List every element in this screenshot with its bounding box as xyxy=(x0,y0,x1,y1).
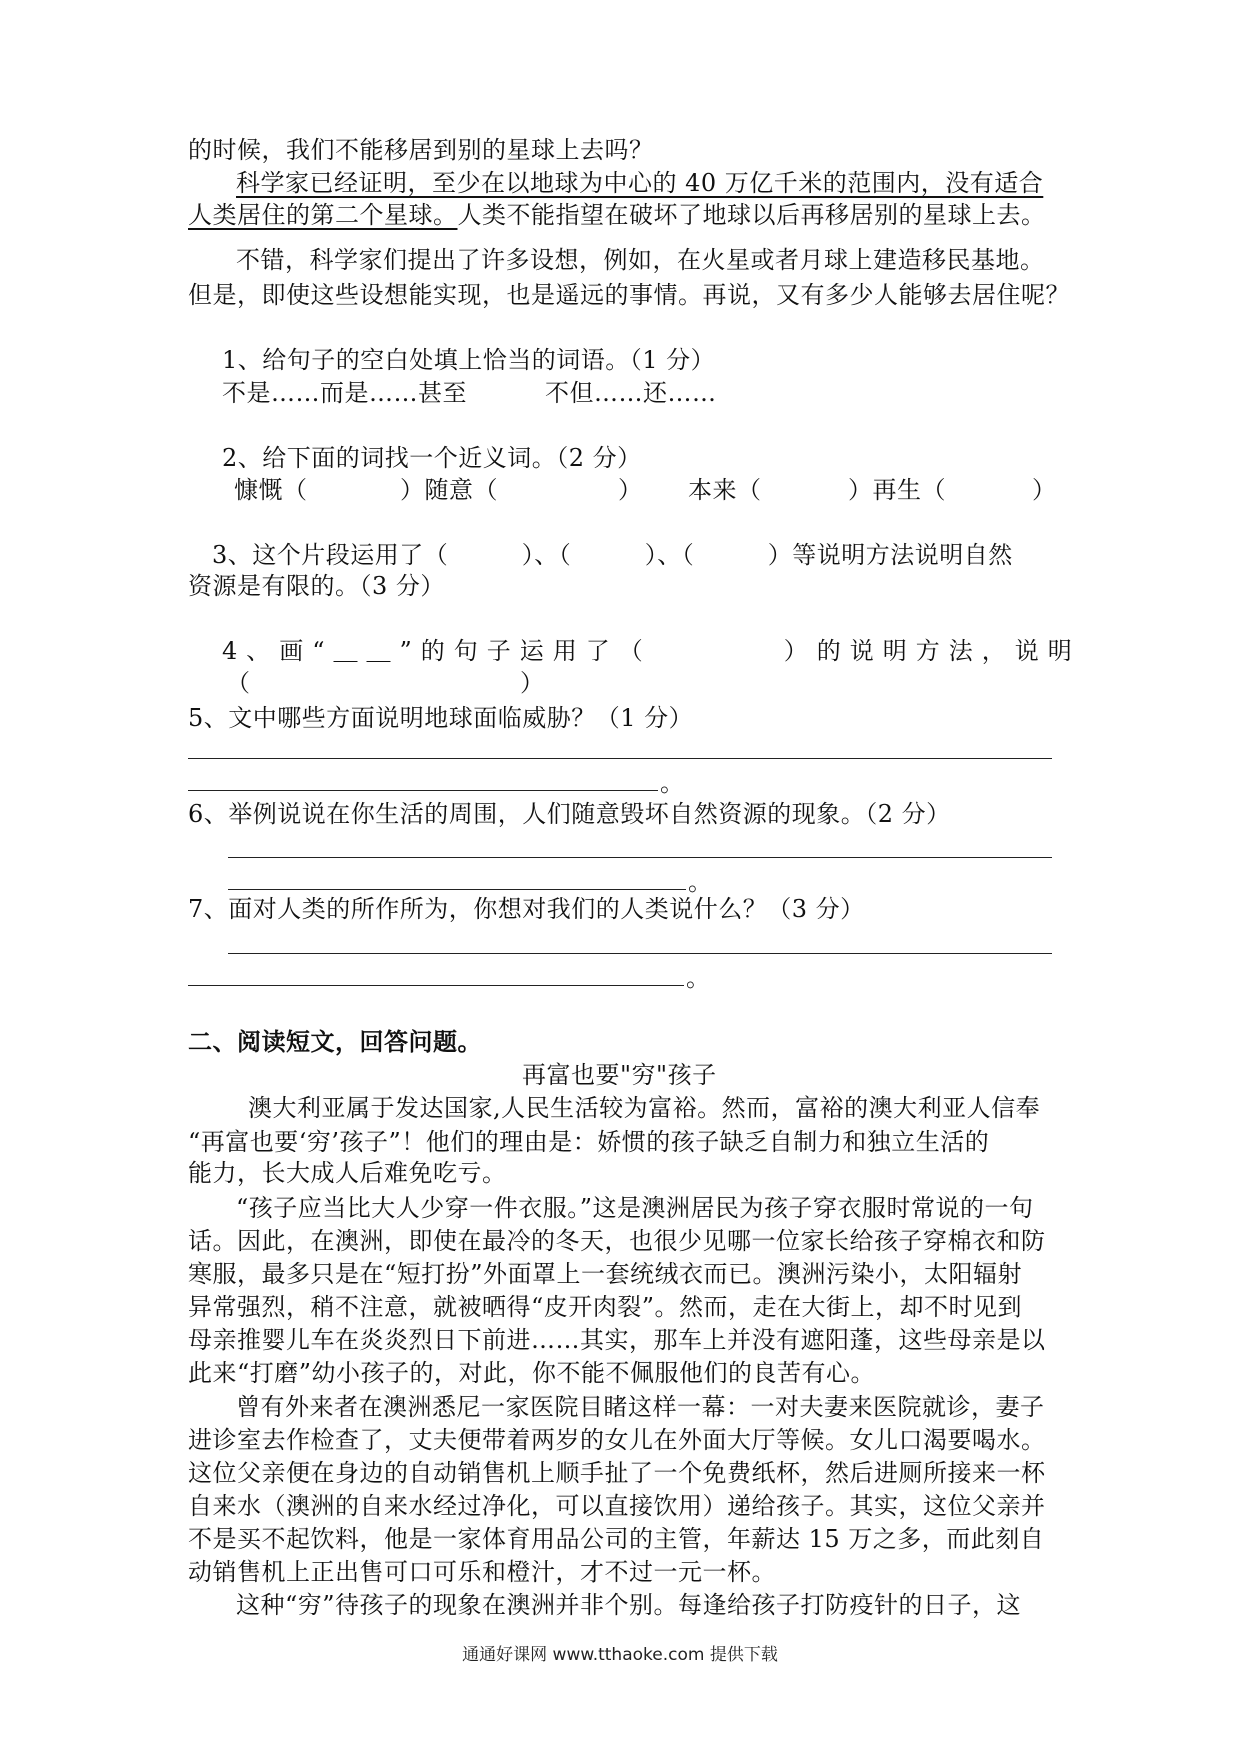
question-1-option-a: 不是……而是……甚至 xyxy=(222,379,467,407)
question-4-line-1: 4、画“＿＿”的句子运用了（ ）的说明方法，说明 xyxy=(222,637,1081,665)
q2-word-2-close: ） xyxy=(618,476,643,504)
article-line: 曾有外来者在澳洲悉尼一家医院目睹这样一幕：一对夫妻来医院就诊，妻子 xyxy=(236,1393,1045,1421)
article-line: 母亲推婴儿车在炎炎烈日下前进……其实，那车上并没有遮阳蓬，这些母亲是以 xyxy=(188,1326,1046,1354)
article-line: 自来水（澳洲的自来水经过净化，可以直接饮用）递给孩子。其实，这位父亲并 xyxy=(188,1492,1046,1520)
period-mark: 。 xyxy=(686,964,710,992)
answer-line xyxy=(228,857,1052,858)
underlined-sentence-part-2: 人类居住的第二个星球。 xyxy=(188,201,458,229)
answer-line xyxy=(228,953,1052,954)
question-1: 1、给句子的空白处填上恰当的词语。（1 分） xyxy=(222,346,716,374)
passage-line-5: 但是，即使这些设想能实现，也是遥远的事情。再说，又有多少人能够去居住呢？ xyxy=(188,281,1070,309)
question-7: 7、面对人类的所作所为，你想对我们的人类说什么？（3 分） xyxy=(188,895,865,923)
question-5: 5、文中哪些方面说明地球面临威胁？（1 分） xyxy=(188,704,694,732)
passage-line-1: 的时候，我们不能移居到别的星球上去吗？ xyxy=(188,136,654,164)
question-4-line-2: （ ） xyxy=(226,669,545,697)
article-line: 进诊室去作检查了，丈夫便带着两岁的女儿在外面大厅等候。女儿口渴要喝水。 xyxy=(188,1426,1046,1454)
question-2: 2、给下面的词找一个近义词。（2 分） xyxy=(222,444,642,472)
page-footer: 通通好课网 www.tthaoke.com 提供下载 xyxy=(462,1645,778,1665)
article-line: 不是买不起饮料，他是一家体育用品公司的主管，年薪达 15 万之多，而此刻自 xyxy=(188,1525,1045,1553)
answer-line xyxy=(188,985,684,986)
question-3-line-2: 资源是有限的。（3 分） xyxy=(188,572,445,600)
q2-word-1: 慷慨（ xyxy=(234,476,308,504)
passage-line-3: 人类居住的第二个星球。人类不能指望在破坏了地球以后再移居别的星球上去。 xyxy=(188,201,1046,229)
article-line: 话。因此，在澳洲，即使在最冷的冬天，也很少见哪一位家长给孩子穿棉衣和防 xyxy=(188,1227,1046,1255)
article-line: 寒服，最多只是在“短打扮”外面罩上一套统绒衣而已。澳洲污染小，太阳辐射 xyxy=(188,1260,1023,1288)
q2-word-2: ）随意（ xyxy=(400,476,498,504)
article-line: 这位父亲便在身边的自动销售机上顺手扯了一个免费纸杯，然后进厕所接来一杯 xyxy=(188,1459,1046,1487)
article-line: 澳大利亚属于发达国家,人民生活较为富裕。然而，富裕的澳大利亚人信奉 xyxy=(248,1094,1041,1122)
question-3-line-1: 3、这个片段运用了（ ）、（ ）、（ ）等说明方法说明自然 xyxy=(212,541,1013,569)
answer-line xyxy=(228,889,686,890)
article-line: “再富也要‘穷’孩子”！他们的理由是：娇惯的孩子缺乏自制力和独立生活的 xyxy=(188,1128,990,1156)
answer-line xyxy=(188,790,658,791)
article-line: 这种“穷”待孩子的现象在澳洲并非个别。每逢给孩子打防疫针的日子，这 xyxy=(236,1591,1022,1619)
article-line: “孩子应当比大人少穿一件衣服。”这是澳洲居民为孩子穿衣服时常说的一句 xyxy=(236,1194,1034,1222)
article-title: 再富也要"穷"孩子 xyxy=(522,1061,717,1089)
q2-word-4-close: ） xyxy=(1032,476,1057,504)
underlined-sentence-part-1: 科学家已经证明，至少在以地球为中心的 40 万亿千米的范围内，没有适合 xyxy=(236,169,1044,197)
question-6: 6、举例说说在你生活的周围，人们随意毁坏自然资源的现象。（2 分） xyxy=(188,800,951,828)
article-line: 能力，长大成人后难免吃亏。 xyxy=(188,1159,507,1187)
section-2-heading: 二、阅读短文，回答问题。 xyxy=(188,1027,482,1056)
passage-line-2-underlined xyxy=(236,168,1043,198)
article-line: 异常强烈，稍不注意，就被晒得“皮开肉裂”。然而，走在大街上，却不时见到 xyxy=(188,1293,1023,1321)
q2-word-3: 本来（ xyxy=(688,476,762,504)
period-mark: 。 xyxy=(688,868,712,896)
article-line: 此来“打磨”幼小孩子的，对此，你不能不佩服他们的良苦有心。 xyxy=(188,1359,876,1387)
period-mark: 。 xyxy=(660,769,684,797)
q2-word-4: ）再生（ xyxy=(848,476,946,504)
passage-line-4: 不错，科学家们提出了许多设想，例如，在火星或者月球上建造移民基地。 xyxy=(236,246,1045,274)
question-1-option-b: 不但……还…… xyxy=(545,379,717,407)
answer-line xyxy=(188,758,1052,759)
article-line: 动销售机上正出售可口可乐和橙汁，才不过一元一杯。 xyxy=(188,1558,776,1586)
